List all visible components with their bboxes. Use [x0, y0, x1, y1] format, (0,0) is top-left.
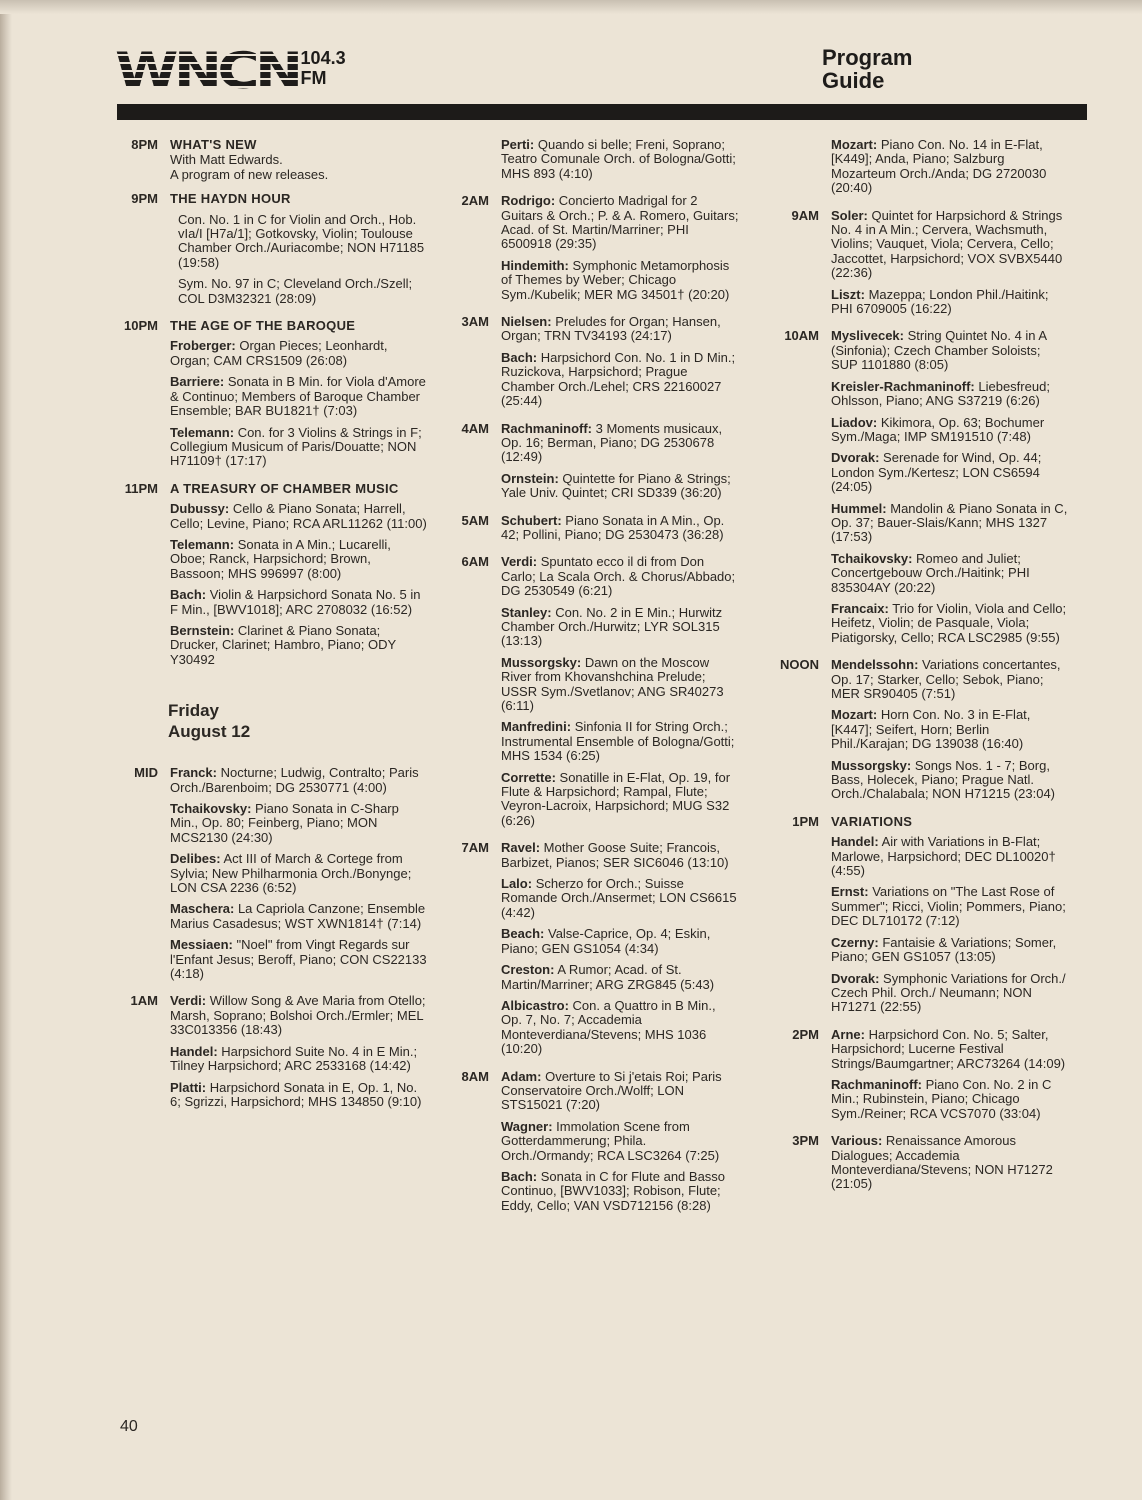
- program-entry: [170, 213, 428, 271]
- composer: Handel:: [170, 1043, 218, 1059]
- program-entry: [170, 277, 428, 306]
- program-entry: [501, 999, 740, 1057]
- logo-frequency: [301, 48, 346, 88]
- title-line-2: Guide: [822, 68, 885, 93]
- slot-time: 3PM: [792, 1133, 819, 1149]
- program-entry: [501, 963, 740, 992]
- program-entry: [501, 472, 740, 501]
- slot-continued: [770, 138, 1070, 203]
- composer: Telemann:: [170, 536, 235, 552]
- program-entry: [170, 624, 428, 667]
- program-entry: [831, 451, 1070, 494]
- program-entry: [501, 259, 740, 302]
- program-host: With Matt Edwards.: [170, 152, 283, 168]
- program-entry: [831, 380, 1070, 409]
- entry-text: Variations on "The Last Rose of Summer"; Ricci, Violin; Pommers, Piano; DEC DL710172 (7:12): [831, 884, 1066, 929]
- program-entry: [831, 209, 1070, 281]
- entry-text: Liebesfreud; Ohlsson, Piano; ANG S37219 (6:26): [831, 378, 1050, 409]
- slot-time: 5AM: [461, 512, 489, 528]
- day-heading: [168, 700, 428, 742]
- slot-time: 10AM: [784, 328, 819, 344]
- program-entry: [831, 138, 1070, 196]
- program-entry: [501, 422, 740, 465]
- composer: Mussorgsky:: [831, 757, 912, 773]
- program-entry: [501, 1070, 740, 1113]
- composer: Albicastro:: [501, 997, 569, 1013]
- program-entry: [501, 1170, 740, 1213]
- entry-text: Variations concertantes, Op. 17; Starker, Cello; Sebok, Piano; MER SR90405 (7:51): [831, 657, 1061, 701]
- slot-time: 2PM: [792, 1026, 819, 1042]
- composer: Kreisler-Rachmaninoff:: [831, 378, 975, 394]
- program-entry: [831, 502, 1070, 545]
- composer: Manfredini:: [501, 719, 572, 735]
- slot-10am: [770, 329, 1070, 652]
- program-entry: [831, 288, 1070, 317]
- title-line-1: Program: [822, 45, 913, 70]
- entry-text: Harpsichord Con. No. 5; Salter, Harpsichord; Lucerne Festival Strings/Baumgartner; ARC73264 (14:09): [831, 1026, 1066, 1071]
- program-entry: [170, 1081, 428, 1110]
- entry-text: Romeo and Juliet; Concertgebouw Orch./Haitink; PHI 835304AY (20:22): [831, 550, 1030, 595]
- program-entry: [170, 588, 428, 617]
- slot-2pm: [770, 1028, 1070, 1128]
- program-entry: [501, 194, 740, 252]
- composer: Stanley:: [501, 604, 552, 620]
- slot-time: 8AM: [461, 1068, 489, 1084]
- entry-text: Piano Sonata in A Min., Op. 42; Pollini, Piano; DG 2530473 (36:28): [501, 512, 725, 542]
- program-entry: [170, 1045, 428, 1074]
- entry-text: Fantaisie & Variations; Somer, Piano; GEN GS1057 (13:05): [831, 934, 1057, 965]
- composer: Lalo:: [501, 876, 533, 892]
- slot-time: 4AM: [461, 420, 489, 436]
- logo-wordmark: WNCN: [115, 42, 299, 100]
- program-entry: [170, 994, 428, 1037]
- entry-text: "Noel" from Vingt Regards sur l'Enfant Jesus; Beroff, Piano; CON CS22133 (4:18): [170, 937, 427, 982]
- entry-text: Mazeppa; London Phil./Haitink; PHI 6709005 (16:22): [831, 286, 1049, 317]
- entry-text: Trio for Violin, Viola and Cello; Heifetz, Violin; de Pasquale, Viola; Piatigorsky, Cello; RCA LSC2985 (9:55): [831, 600, 1067, 645]
- program-entry: [831, 552, 1070, 595]
- slot-5am: [445, 514, 740, 550]
- entry-text: Willow Song & Ave Maria from Otello; Marsh, Soprano; Bolshoi Orch./Ermler; MEL 33C013356 (18:43): [170, 993, 426, 1038]
- program-entry: [501, 138, 740, 181]
- entry-text: Harpsichord Sonata in E, Op. 1, No. 6; Sgrizzi, Harpsichord; MHS 134850 (9:10): [170, 1079, 422, 1109]
- entry-text: Songs Nos. 1 - 7; Borg, Bass, Holecek, Piano; Prague Natl. Orch./Chalabala; NON H71215 (23:04): [831, 757, 1056, 802]
- entry-text: 3 Moments musicaux, Op. 16; Berman, Piano; DG 2530678 (12:49): [501, 420, 723, 465]
- program-entry: [501, 514, 740, 543]
- composer: Dubussy:: [170, 501, 230, 517]
- composer: Bernstein:: [170, 622, 235, 638]
- slot-4am: [445, 422, 740, 508]
- composer: Wagner:: [501, 1118, 553, 1134]
- program-title: VARIATIONS: [831, 813, 913, 829]
- program-entry: [501, 771, 740, 829]
- entry-text: Sonata in B Min. for Viola d'Amore & Continuo; Members of Baroque Chamber Ensemble; BAR BU1821† (7:03): [170, 374, 426, 419]
- composer: Tchaikovsky:: [170, 801, 252, 816]
- frequency-number: 104.3: [300, 48, 346, 68]
- program-entry: [170, 938, 428, 981]
- program-entry: [501, 315, 740, 344]
- slot-9am: [770, 209, 1070, 324]
- slot-1pm: [770, 815, 1070, 1022]
- program-entry: [170, 766, 428, 795]
- slot-time: NOON: [780, 657, 819, 673]
- composer: Mendelssohn:: [831, 657, 919, 673]
- program-entry: [501, 877, 740, 920]
- entry-text: Horn Con. No. 3 in E-Flat, [K447]; Seifert, Horn; Berlin Phil./Karajan; DG 139038 (16:40): [831, 707, 1031, 752]
- entry-text: Valse-Caprice, Op. 4; Eskin, Piano; GEN GS1054 (4:34): [501, 926, 711, 956]
- page-top-edge: [0, 0, 1142, 14]
- slot-time: 9AM: [791, 207, 819, 223]
- slot-mid: [108, 766, 428, 988]
- composer: Barriere:: [170, 374, 225, 390]
- entry-text: Quando si belle; Freni, Soprano; Teatro Comunale Orch. of Bologna/Gotti; MHS 893 (4:10): [501, 137, 736, 181]
- slot-2am: [445, 194, 740, 309]
- slot-time: 8PM: [131, 137, 158, 152]
- column-1: [108, 138, 428, 1122]
- column-2: [445, 138, 740, 1226]
- composer: Arne:: [831, 1026, 865, 1042]
- program-entry: [501, 927, 740, 956]
- program-entry: [501, 351, 740, 409]
- entry-text: Symphonic Metamorphosis of Themes by Weber; Chicago Sym./Kubelik; MER MG 34501† (20:20): [501, 257, 730, 302]
- entry-text: Nocturne; Ludwig, Contralto; Paris Orch./Barenboim; DG 2530771 (4:00): [170, 765, 419, 795]
- composer: Perti:: [501, 137, 535, 152]
- entry-text: Scherzo for Orch.; Suisse Romande Orch./Ansermet; LON CS6615 (4:42): [501, 876, 737, 920]
- program-entry: [501, 555, 740, 598]
- program-entry: [831, 1028, 1070, 1071]
- composer: Creston:: [501, 962, 555, 978]
- composer: Franck:: [170, 765, 217, 781]
- column-3: [770, 138, 1070, 1205]
- program-entry: [831, 1078, 1070, 1121]
- program-entry: [170, 852, 428, 895]
- entry-text: Con. for 3 Violins & Strings in F; Collegium Musicum of Paris/Douatte; NON H71109† (17:17): [170, 424, 422, 469]
- entry-text: Air with Variations in B-Flat; Marlowe, Harpsichord; DEC DL10020† (4:55): [831, 834, 1056, 879]
- entry-text: Clarinet & Piano Sonata; Drucker, Clarinet; Hambro, Piano; ODY Y30492: [170, 622, 396, 667]
- composer: Rachmaninoff:: [831, 1076, 922, 1092]
- entry-text: Serenade for Wind, Op. 44; London Sym./Kertesz; LON CS6594 (24:05): [831, 450, 1042, 495]
- header-rule: [117, 104, 1087, 120]
- composer: Adam:: [501, 1068, 542, 1084]
- frequency-band: FM: [300, 68, 327, 88]
- slot-3pm: [770, 1134, 1070, 1199]
- program-entry: [170, 538, 428, 581]
- composer: Rachmaninoff:: [501, 420, 592, 436]
- composer: Dvorak:: [831, 450, 880, 466]
- composer: Corrette:: [501, 769, 556, 785]
- entry-text: String Quintet No. 4 in A (Sinfonia); Czech Chamber Soloists; SUP 1101880 (8:05): [831, 328, 1047, 373]
- composer: Rodrigo:: [501, 193, 556, 209]
- program-entry: [170, 802, 428, 845]
- program-entry: [831, 602, 1070, 645]
- entry-text: Kikimora, Op. 63; Bochumer Sym./Maga; IMP SM191510 (7:48): [831, 414, 1045, 444]
- slot-3am: [445, 315, 740, 415]
- entry-text: Con. a Quattro in B Min., Op. 7, No. 7; Accademia Monteverdiana/Stevens; MHS 1036 (10:20): [501, 997, 716, 1057]
- entry-text: Cello & Piano Sonata; Harrell, Cello; Levine, Piano; RCA ARL11262 (11:00): [170, 501, 427, 531]
- composer: Mozart:: [831, 707, 878, 723]
- entry-text: Immolation Scene from Gotterdammerung; Phila. Orch./Ormandy; RCA LSC3264 (7:25): [501, 1118, 720, 1163]
- slot-time: 1AM: [130, 993, 158, 1009]
- entry-text: Sinfonia II for String Orch.; Instrumental Ensemble of Bologna/Gotti; MHS 1534 (6:25): [501, 719, 735, 764]
- program-entry: [831, 658, 1070, 701]
- program-entry: [831, 759, 1070, 802]
- entry-text: Quintet for Harpsichord & Strings No. 4 in A Min.; Cervera, Wachsmuth, Violins; Vauquet, Viola; Cervera, Cello; Jaccottet, Harpsichord; VOX SVBX5440 (22:36): [831, 207, 1063, 281]
- composer: Telemann:: [170, 424, 235, 440]
- entry-text: Con. No. 2 in E Min.; Hurwitz Chamber Orch./Hurwitz; LYR SOL315 (13:13): [501, 604, 723, 649]
- entry-text: Mother Goose Suite; Francois, Barbizet, Pianos; SER SIC6046 (13:10): [501, 840, 729, 870]
- entry-text: Concierto Madrigal for 2 Guitars & Orch.; P. & A. Romero, Guitars; Acad. of St. Martin/Marriner; PHI 6500918 (29:35): [501, 193, 739, 252]
- slot-time: 6AM: [461, 554, 489, 570]
- entry-text: Violin & Harpsichord Sonata No. 5 in F Min., [BWV1018]; ARC 2708032 (16:52): [170, 587, 421, 617]
- composer: Czerny:: [831, 934, 879, 950]
- entry-text: Con. No. 1 in C for Violin and Orch., Hob. vIa/I [H7a/1]; Gotkovsky, Violin; Toulouse Chamber Orch./Auriacombe; NON H71185 (19:58): [178, 211, 425, 270]
- entry-text: La Capriola Canzone; Ensemble Marius Casadesus; WST XWN1814† (7:14): [170, 901, 426, 931]
- program-entry: [501, 606, 740, 649]
- composer: Tchaikovsky:: [831, 550, 913, 566]
- composer: Liszt:: [831, 286, 865, 302]
- program-title: A TREASURY OF CHAMBER MUSIC: [170, 480, 399, 496]
- slot-time: 1PM: [792, 813, 819, 829]
- entry-text: Symphonic Variations for Orch./ Czech Phil. Orch./ Neumann; NON H71271 (22:55): [831, 970, 1066, 1015]
- program-entry: [831, 936, 1070, 965]
- program-title: THE AGE OF THE BAROQUE: [170, 318, 356, 334]
- entry-text: Harpsichord Con. No. 1 in D Min.; Ruzickova, Harpsichord; Prague Chamber Orch./Lehel; CRS 22160027 (25:44): [501, 349, 736, 409]
- composer: Bach:: [170, 587, 207, 603]
- entry-text: Organ Pieces; Leonhardt, Organ; CAM CRS1509 (26:08): [170, 338, 388, 368]
- composer: Hummel:: [831, 500, 887, 516]
- entry-text: Overture to Si j'etais Roi; Paris Conservatoire Orch./Wolff; LON STS15021 (7:20): [501, 1068, 722, 1113]
- slot-11pm: [108, 482, 428, 674]
- composer: Bach:: [501, 1168, 538, 1184]
- composer: Ravel:: [501, 840, 541, 856]
- composer: Froberger:: [170, 338, 236, 354]
- composer: Francaix:: [831, 600, 889, 616]
- program-entry: [831, 329, 1070, 372]
- entry-text: Act III of March & Cortege from Sylvia; New Philharmonia Orch./Bonynge; LON CSA 2236 (6:52): [170, 851, 412, 896]
- program-entry: [170, 339, 428, 368]
- entry-text: Piano Sonata in C-Sharp Min., Op. 80; Feinberg, Piano; MON MCS2130 (24:30): [170, 801, 399, 845]
- program-description: A program of new releases.: [170, 166, 329, 182]
- composer: Nielsen:: [501, 314, 552, 330]
- page-number: 40: [120, 1418, 138, 1435]
- slot-1am: [108, 994, 428, 1116]
- composer: Platti:: [170, 1079, 207, 1095]
- entry-text: Preludes for Organ; Hansen, Organ; TRN TV34193 (24:17): [501, 314, 721, 344]
- program-title: THE HAYDN HOUR: [170, 191, 291, 207]
- station-logo: [115, 42, 346, 100]
- slot-noon: [770, 658, 1070, 809]
- composer: Messiaen:: [170, 937, 233, 953]
- slot-9pm: [108, 192, 428, 313]
- composer: Hindemith:: [501, 257, 569, 273]
- program-entry: [831, 972, 1070, 1015]
- program-entry: [170, 502, 428, 531]
- slot-10pm: [108, 319, 428, 476]
- composer: Liadov:: [831, 414, 878, 430]
- slot-8pm: [108, 138, 428, 186]
- composer: Myslivecek:: [831, 328, 904, 344]
- slot-continued: [445, 138, 740, 188]
- page-binding-edge: [0, 0, 12, 1500]
- program-entry: [501, 841, 740, 870]
- composer: Maschera:: [170, 901, 235, 917]
- composer: Delibes:: [170, 851, 221, 867]
- day-name: Friday: [168, 701, 220, 721]
- program-entry: [170, 426, 428, 469]
- program-entry: [501, 656, 740, 714]
- slot-6am: [445, 555, 740, 835]
- slot-time: 9PM: [131, 191, 158, 207]
- slot-time: MID: [134, 765, 158, 781]
- program-entry: [501, 1120, 740, 1163]
- composer: Mozart:: [831, 137, 878, 152]
- program-entry: [501, 720, 740, 763]
- slot-time: 10PM: [124, 318, 158, 334]
- day-date: August 12: [168, 722, 251, 742]
- slot-8am: [445, 1070, 740, 1221]
- slot-time: 2AM: [461, 193, 489, 209]
- composer: Ornstein:: [501, 470, 559, 486]
- composer: Mussorgsky:: [501, 654, 582, 670]
- entry-text: Spuntato ecco il di from Don Carlo; La Scala Orch. & Chorus/Abbado; DG 2530549 (6:21): [501, 554, 736, 599]
- slot-time: 11PM: [124, 480, 158, 496]
- slot-time: 3AM: [461, 314, 489, 330]
- composer: Verdi:: [501, 554, 538, 570]
- composer: Beach:: [501, 926, 545, 942]
- composer: Soler:: [831, 207, 868, 223]
- entry-text: Mandolin & Piano Sonata in C, Op. 37; Bauer-Slais/Kann; MHS 1327 (17:53): [831, 500, 1068, 545]
- program-entry: [170, 902, 428, 931]
- entry-text: Sym. No. 97 in C; Cleveland Orch./Szell; COL D3M32321 (28:09): [178, 276, 413, 306]
- program-entry: [831, 835, 1070, 878]
- composer: Ernst:: [831, 884, 869, 900]
- entry-text: Harpsichord Suite No. 4 in E Min.; Tilney Harpsichord; ARC 2533168 (14:42): [170, 1043, 418, 1074]
- program-entry: [831, 885, 1070, 928]
- entry-text: Sonatille in E-Flat, Op. 19, for Flute & Harpsichord; Rampal, Flute; Veyron-Lacroix, Harpsichord; MUG S32 (6:26): [501, 769, 731, 828]
- entry-text: Sonata in A Min.; Lucarelli, Oboe; Ranck, Harpsichord; Brown, Bassoon; MHS 996997 (8:00): [170, 536, 391, 581]
- entry-text: Quintette for Piano & Strings; Yale Univ. Quintet; CRI SD339 (36:20): [501, 470, 731, 501]
- slot-7am: [445, 841, 740, 1063]
- program-title: WHAT'S NEW: [170, 137, 257, 152]
- program-entry: [831, 708, 1070, 751]
- entry-text: Dawn on the Moscow River from Khovanshchina Prelude; USSR Sym./Svetlanov; ANG SR40273 (6:11): [501, 654, 724, 713]
- program-entry: [831, 416, 1070, 445]
- entry-text: Piano Con. No. 14 in E-Flat, [K449]; Anda, Piano; Salzburg Mozarteum Orch./Anda; DG 2720030 (20:40): [831, 137, 1047, 196]
- composer: Bach:: [501, 349, 538, 365]
- program-entry: [831, 1134, 1070, 1192]
- slot-time: 7AM: [461, 840, 489, 856]
- composer: Various:: [831, 1133, 883, 1149]
- composer: Handel:: [831, 834, 879, 850]
- composer: Dvorak:: [831, 970, 880, 986]
- composer: Verdi:: [170, 993, 207, 1009]
- page-title: [822, 46, 912, 92]
- entry-text: Sonata in C for Flute and Basso Continuo, [BWV1033]; Robison, Flute; Eddy, Cello; VAN VSD712156 (8:28): [501, 1168, 726, 1213]
- entry-text: A Rumor; Acad. of St. Martin/Marriner; ARG ZRG845 (5:43): [501, 962, 715, 992]
- entry-text: Piano Con. No. 2 in C Min.; Rubinstein, Piano; Chicago Sym./Reiner; RCA VCS7070 (33:04): [831, 1076, 1052, 1121]
- program-entry: [170, 375, 428, 418]
- entry-text: Renaissance Amorous Dialogues; Accademia Monteverdiana/Stevens; NON H71272 (21:05): [831, 1133, 1053, 1192]
- composer: Schubert:: [501, 512, 562, 528]
